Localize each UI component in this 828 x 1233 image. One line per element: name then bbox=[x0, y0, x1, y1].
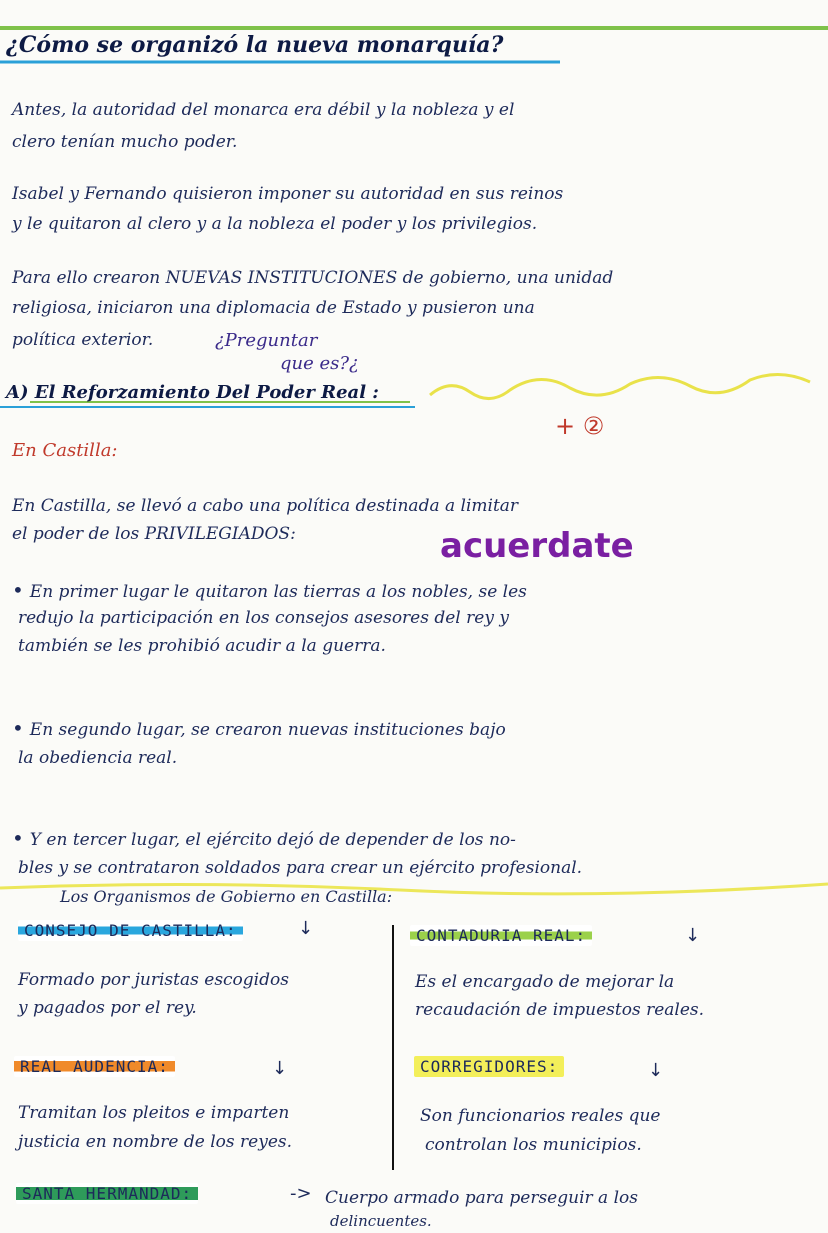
intro-line-5: Para ello crearon NUEVAS INSTITUCIONES de gobierno, una unidad bbox=[12, 268, 614, 288]
contaduria-text-2: recaudación de impuestos reales. bbox=[415, 1000, 705, 1020]
consejo-text-1: Formado por juristas escogidos bbox=[18, 970, 289, 990]
question-note-2: que es?¿ bbox=[280, 353, 359, 374]
corregidores-text-2: controlan los municipios. bbox=[425, 1135, 642, 1155]
intro-line-3: Isabel y Fernando quisieron imponer su autoridad en sus reinos bbox=[12, 184, 564, 204]
consejo-label: CONSEJO DE CASTILLA: bbox=[18, 920, 243, 941]
hermandad-label: SANTA HERMANDAD: bbox=[16, 1183, 198, 1204]
hermandad-text-1: Cuerpo armado para perseguir a los bbox=[325, 1188, 638, 1208]
bullet-1-line-2: redujo la participación en los consejos asesores del rey y bbox=[18, 608, 509, 628]
contaduria-label: CONTADURIA REAL: bbox=[410, 925, 592, 946]
intro-line-2: clero tenían mucho poder. bbox=[12, 132, 238, 152]
castilla-heading: En Castilla: bbox=[12, 440, 118, 461]
bullet-1-line-3: también se les prohibió acudir a la guerra. bbox=[18, 636, 386, 656]
hermandad-text-2: delincuentes. bbox=[330, 1212, 432, 1230]
castilla-line-1: En Castilla, se llevó a cabo una política destinada a limitar bbox=[12, 496, 519, 516]
corregidores-label: CORREGIDORES: bbox=[414, 1056, 564, 1077]
consejo-text-2: y pagados por el rey. bbox=[18, 998, 197, 1018]
intro-line-7: política exterior. bbox=[12, 330, 154, 350]
bullet-2-line-1: • En segundo lugar, se crearon nuevas instituciones bajo bbox=[12, 716, 506, 740]
remember-note: acuerdate bbox=[440, 526, 634, 566]
down-arrow-icon: ↓ bbox=[685, 925, 701, 946]
down-arrow-icon: ↓ bbox=[272, 1058, 288, 1079]
castilla-line-2: el poder de los PRIVILEGIADOS: bbox=[12, 524, 296, 544]
bullet-3-line-2: bles y se contrataron soldados para crear un ejército profesional. bbox=[18, 858, 583, 878]
intro-line-1: Antes, la autoridad del monarca era débil y la nobleza y el bbox=[12, 100, 515, 120]
section-a-heading: A) El Reforzamiento Del Poder Real : bbox=[6, 382, 379, 403]
contaduria-text-1: Es el encargado de mejorar la bbox=[415, 972, 675, 992]
intro-line-6: religiosa, iniciaron una diplomacia de Estado y pusieron una bbox=[12, 298, 535, 318]
intro-line-4: y le quitaron al clero y a la nobleza el poder y los privilegios. bbox=[12, 214, 538, 234]
organismos-heading: Los Organismos de Gobierno en Castilla: bbox=[60, 887, 393, 906]
down-arrow-icon: ↓ bbox=[648, 1060, 664, 1081]
audiencia-text-1: Tramitan los pleitos e imparten bbox=[18, 1103, 290, 1123]
bullet-3-line-1: • Y en tercer lugar, el ejército dejó de depender de los no- bbox=[12, 826, 516, 850]
plus-two-note: + ② bbox=[555, 412, 605, 440]
question-note-1: ¿Preguntar bbox=[215, 330, 318, 351]
down-arrow-icon: ↓ bbox=[298, 918, 314, 939]
bullet-2-line-2: la obediencia real. bbox=[18, 748, 178, 768]
audiencia-label: REAL AUDENCIA: bbox=[14, 1056, 175, 1077]
page-title: ¿Cómo se organizó la nueva monarquía? bbox=[6, 32, 504, 58]
right-arrow-icon: -> bbox=[290, 1183, 312, 1204]
corregidores-text-1: Son funcionarios reales que bbox=[420, 1106, 661, 1126]
bullet-1-line-1: • En primer lugar le quitaron las tierras a los nobles, se les bbox=[12, 578, 527, 602]
audiencia-text-2: justicia en nombre de los reyes. bbox=[18, 1132, 293, 1152]
